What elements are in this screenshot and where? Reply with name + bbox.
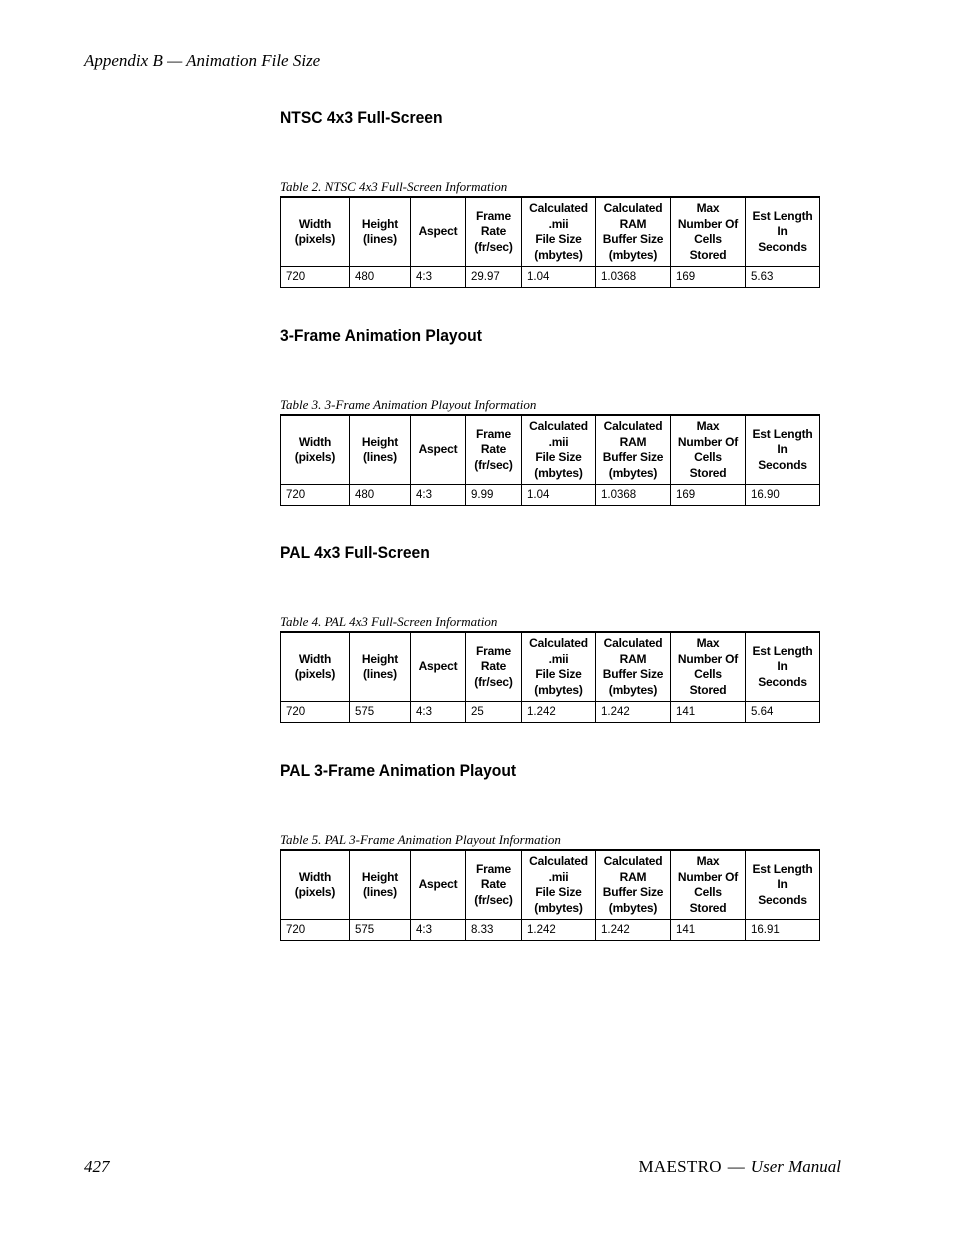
table-cell: 720 [281, 920, 350, 941]
column-header-line: Calculated [603, 636, 663, 650]
table-cell: 8.33 [466, 920, 522, 941]
column-header [350, 850, 411, 920]
column-header-line: Seconds [758, 457, 807, 472]
table-row [281, 702, 820, 723]
table-cell: 9.99 [466, 485, 522, 506]
column-header-line: Number Of [677, 216, 739, 231]
column-header [466, 632, 522, 702]
column-header [281, 415, 350, 485]
column-header-line: Calculated [603, 854, 663, 868]
column-header-line: Max [696, 201, 720, 215]
info-table [280, 849, 820, 941]
column-header-line: In [777, 659, 788, 674]
column-header-line: Max [696, 636, 720, 650]
column-header-line: Frame [475, 861, 512, 876]
column-header-line: (fr/sec) [474, 674, 513, 689]
column-header-line: (lines) [363, 232, 397, 246]
column-header-line: Stored [689, 900, 727, 915]
column-header [746, 415, 820, 485]
table-row [281, 920, 820, 941]
column-header-line: File Size [535, 450, 582, 464]
column-header-line: (pixels) [294, 667, 336, 681]
column-header-line: (lines) [363, 885, 397, 899]
column-header-line: Cells [694, 667, 722, 681]
column-header-line: Rate [480, 659, 507, 674]
column-header-line: (lines) [363, 450, 397, 464]
column-header [466, 415, 522, 485]
column-header-line: In [777, 877, 788, 892]
column-header-line: Est Length [752, 861, 813, 876]
column-header-line: File Size [535, 885, 582, 899]
column-header-line: (mbytes) [608, 465, 658, 480]
column-header-line: (mbytes) [608, 682, 658, 697]
page-number: 427 [84, 1157, 110, 1176]
table-caption: Table 4. PAL 4x3 Full-Screen Information [280, 614, 498, 629]
column-header-line: Cells [694, 885, 722, 899]
column-header [350, 197, 411, 267]
column-header-line: Cells [694, 232, 722, 246]
column-header-line: (mbytes) [608, 900, 658, 915]
column-header-line: Height [361, 434, 399, 449]
table-cell: 169 [671, 267, 746, 288]
column-header [281, 632, 350, 702]
column-header [596, 415, 671, 485]
column-header [281, 850, 350, 920]
column-header-line: .mii [548, 869, 569, 884]
column-header [746, 632, 820, 702]
column-header [596, 850, 671, 920]
column-header-line: Max [696, 419, 720, 433]
table-cell: 720 [281, 702, 350, 723]
column-header [746, 197, 820, 267]
table-cell: 1.242 [522, 920, 596, 941]
column-header-line: Frame [475, 426, 512, 441]
column-header [350, 632, 411, 702]
table-cell: 25 [466, 702, 522, 723]
table-cell: 16.90 [746, 485, 820, 506]
column-header-line: Stored [689, 682, 727, 697]
column-header-line: (pixels) [294, 232, 336, 246]
column-header [522, 850, 596, 920]
column-header-line: (pixels) [294, 885, 336, 899]
section-2 [280, 326, 819, 501]
column-header-line: In [777, 224, 788, 239]
column-header-line: Calculated [529, 854, 588, 868]
column-header [411, 197, 466, 267]
column-header [466, 850, 522, 920]
table-header-row [281, 632, 820, 702]
column-header-line: RAM [619, 434, 647, 449]
column-header-line: .mii [548, 651, 569, 666]
table-cell: 720 [281, 267, 350, 288]
info-table [280, 196, 820, 288]
section-heading: PAL 4x3 Full-Screen [280, 543, 430, 562]
column-header [411, 632, 466, 702]
footer-separator: — [727, 1157, 745, 1176]
column-header-line: Calculated [529, 636, 588, 650]
column-header [671, 632, 746, 702]
column-header [671, 850, 746, 920]
column-header [746, 850, 820, 920]
column-header-line: File Size [535, 232, 582, 246]
table-caption: Table 3. 3-Frame Animation Playout Information [280, 397, 537, 412]
table-cell: 1.0368 [596, 267, 671, 288]
column-header [522, 415, 596, 485]
column-header [596, 632, 671, 702]
table-cell: 169 [671, 485, 746, 506]
section-heading: 3-Frame Animation Playout [280, 326, 482, 345]
table-cell: 575 [350, 920, 411, 941]
section-heading: NTSC 4x3 Full-Screen [280, 108, 443, 127]
column-header-line: RAM [619, 216, 647, 231]
column-header-line: Frame [475, 643, 512, 658]
column-header-line: Calculated [529, 201, 588, 215]
table-cell: 29.97 [466, 267, 522, 288]
table-caption: Table 5. PAL 3-Frame Animation Playout Information [280, 832, 561, 847]
table-cell: 1.0368 [596, 485, 671, 506]
table-cell: 1.242 [596, 920, 671, 941]
table-cell: 1.04 [522, 485, 596, 506]
column-header [522, 197, 596, 267]
column-header-line: Calculated [603, 201, 663, 215]
column-header-line: Buffer Size [602, 232, 664, 246]
column-header-line: Stored [689, 465, 727, 480]
column-header [671, 415, 746, 485]
column-header-line: (mbytes) [608, 247, 658, 262]
column-header-line: Seconds [758, 239, 807, 254]
table-header-row [281, 415, 820, 485]
column-header-line: Aspect [418, 224, 458, 239]
column-header-line: Calculated [529, 419, 588, 433]
column-header [522, 632, 596, 702]
column-header-line: .mii [548, 216, 569, 231]
footer-manual: User Manual [750, 1157, 841, 1176]
column-header-line: (fr/sec) [474, 239, 513, 254]
column-header [411, 850, 466, 920]
section-3 [280, 543, 819, 718]
column-header-line: Height [361, 869, 399, 884]
table-cell: 4:3 [411, 702, 466, 723]
table-cell: 720 [281, 485, 350, 506]
column-header-line: .mii [548, 434, 569, 449]
table-row [281, 267, 820, 288]
table-cell: 480 [350, 267, 411, 288]
column-header-line: Rate [480, 877, 507, 892]
info-table [280, 414, 820, 506]
table-cell: 480 [350, 485, 411, 506]
footer-title [638, 1157, 841, 1177]
column-header-line: Buffer Size [602, 885, 664, 899]
column-header-line: Width [298, 434, 332, 449]
column-header-line: Est Length [752, 643, 813, 658]
column-header-line: (mbytes) [534, 682, 583, 697]
column-header-line: RAM [619, 651, 647, 666]
running-head: Appendix B — Animation File Size [84, 51, 321, 70]
column-header-line: RAM [619, 869, 647, 884]
column-header-line: Frame [475, 208, 512, 223]
table-cell: 4:3 [411, 267, 466, 288]
table-cell: 575 [350, 702, 411, 723]
table-cell: 141 [671, 920, 746, 941]
table-row [281, 485, 820, 506]
column-header-line: Height [361, 651, 399, 666]
column-header-line: Rate [480, 442, 507, 457]
column-header-line: Buffer Size [602, 667, 664, 681]
column-header-line: Number Of [677, 651, 739, 666]
table-cell: 16.91 [746, 920, 820, 941]
table-cell: 1.242 [522, 702, 596, 723]
column-header-line: Number Of [677, 869, 739, 884]
column-header-line: Number Of [677, 434, 739, 449]
column-header-line: (mbytes) [534, 247, 583, 262]
column-header-line: Width [298, 216, 332, 231]
table-cell: 4:3 [411, 920, 466, 941]
section-heading: PAL 3-Frame Animation Playout [280, 761, 517, 780]
column-header-line: Aspect [418, 659, 458, 674]
column-header [596, 197, 671, 267]
info-table [280, 631, 820, 723]
column-header-line: Aspect [418, 442, 458, 457]
footer-product: MAESTRO [638, 1157, 722, 1176]
column-header [671, 197, 746, 267]
column-header-line: Calculated [603, 419, 663, 433]
column-header-line: Width [298, 651, 332, 666]
column-header [281, 197, 350, 267]
column-header [411, 415, 466, 485]
column-header [466, 197, 522, 267]
column-header-line: Cells [694, 450, 722, 464]
table-cell: 1.242 [596, 702, 671, 723]
column-header-line: Seconds [758, 674, 807, 689]
column-header-line: (mbytes) [534, 900, 583, 915]
column-header-line: (lines) [363, 667, 397, 681]
column-header-line: (fr/sec) [474, 892, 513, 907]
column-header-line: File Size [535, 667, 582, 681]
column-header-line: Est Length [752, 208, 813, 223]
column-header-line: (mbytes) [534, 465, 583, 480]
column-header [350, 415, 411, 485]
table-cell: 1.04 [522, 267, 596, 288]
table-cell: 5.63 [746, 267, 820, 288]
section-4 [280, 761, 819, 936]
table-cell: 5.64 [746, 702, 820, 723]
column-header-line: Seconds [758, 892, 807, 907]
table-caption: Table 2. NTSC 4x3 Full-Screen Information [280, 179, 508, 194]
section-1 [280, 108, 819, 283]
column-header-line: Stored [689, 247, 727, 262]
column-header-line: (fr/sec) [474, 457, 513, 472]
column-header-line: Rate [480, 224, 507, 239]
column-header-line: Aspect [418, 877, 458, 892]
column-header-line: Height [361, 216, 399, 231]
column-header-line: Buffer Size [602, 450, 664, 464]
column-header-line: Width [298, 869, 332, 884]
column-header-line: Est Length [752, 426, 813, 441]
table-cell: 4:3 [411, 485, 466, 506]
column-header-line: (pixels) [294, 450, 336, 464]
column-header-line: Max [696, 854, 720, 868]
table-header-row [281, 850, 820, 920]
table-header-row [281, 197, 820, 267]
table-cell: 141 [671, 702, 746, 723]
column-header-line: In [777, 442, 788, 457]
